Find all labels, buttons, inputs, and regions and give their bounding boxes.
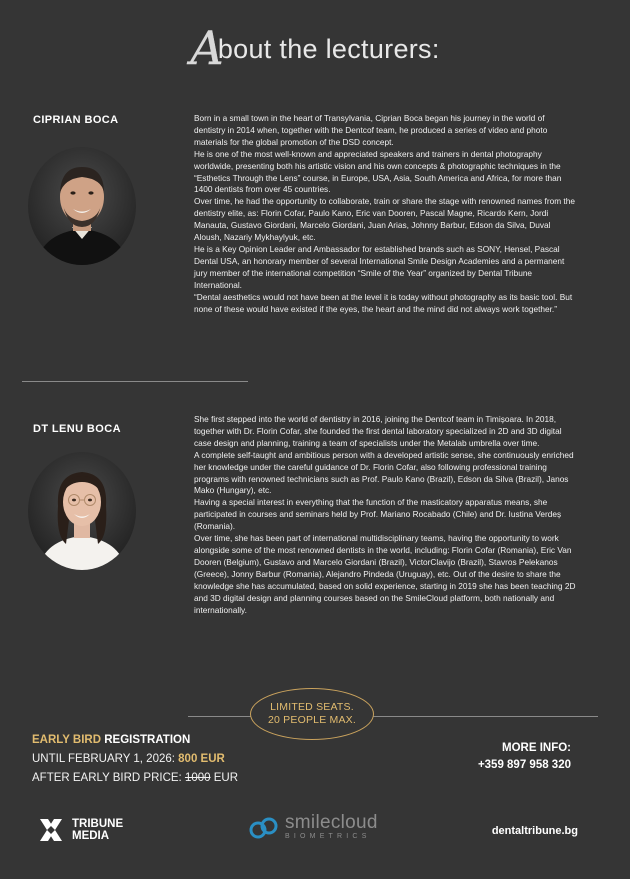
until-label: UNTIL FEBRUARY 1, 2026: xyxy=(32,753,179,765)
registration-block xyxy=(32,731,238,788)
portrait-woman-image xyxy=(28,452,136,570)
biometrics-text: BIOMETRICS xyxy=(285,833,371,840)
bio-paragraph: He is one of the most well-known and appreciated speakers and trainers in dental photography worldwide, presenting both his artistic vision and his own concepts & photographic techniques in the “Esthetics Through the Lens” course, in Europe, USA, Asia, South America and Africa, for more than 1400 dentists from over 45 countries. xyxy=(194,148,562,195)
website-link[interactable]: dentaltribune.bg xyxy=(491,825,578,837)
early-bird-label: EARLY BIRD xyxy=(32,734,102,746)
lecturer-name: DT LENU BOCA xyxy=(33,423,121,435)
after-label: AFTER EARLY BIRD PRICE: xyxy=(32,772,185,784)
title-text: bout the lecturers: xyxy=(217,34,440,64)
smilecloud-logo xyxy=(249,814,378,841)
bio-paragraph: Born in a small town in the heart of Transylvania, Ciprian Boca began his journey in the world of dentistry in 2014 when, together with the Dentcof team, he produced a series of video and photo materials for the global promotion of the DSD concept. xyxy=(194,113,548,147)
lecturer-bio-lenu xyxy=(194,414,576,616)
bio-paragraph: He is a Key Opinion Leader and Ambassador for established brands such as SONY, Hensel, Pascal Dental USA, an honorary member of several International Smile Design Academies and a permanent jury member of the international competition “Smile of the Year” organized by Dental Tribune International. xyxy=(194,243,565,290)
tribune-line1: TRIBUNE xyxy=(72,818,124,830)
regular-price-row xyxy=(32,769,238,788)
seats-line1: LIMITED SEATS. xyxy=(270,701,354,713)
early-bird-price-row xyxy=(32,750,238,769)
lecturer-bio-ciprian xyxy=(194,113,576,315)
lecturer-name: CIPRIAN BOCA xyxy=(33,114,119,126)
lecturer-photo-lenu xyxy=(28,452,136,570)
regular-price: 1000 xyxy=(184,772,211,784)
bio-paragraph: Having a special interest in everything that the function of the masticatory apparatus means, she participated in courses and seminars held by Prof. Mariano Rocabado (Chile) and Dr. Iustina Verdeș (Romania). xyxy=(194,497,562,532)
tribune-media-logo xyxy=(38,815,123,845)
registration-label: REGISTRATION xyxy=(101,734,191,746)
tribune-x-icon xyxy=(38,817,64,843)
seats-line-right xyxy=(372,716,598,717)
seats-line2: 20 PEOPLE MAX. xyxy=(267,714,356,726)
registration-heading xyxy=(32,731,238,750)
bio-paragraph: Over time, he had the opportunity to collaborate, train or share the stage with renowned names from the dentistry elite, as: Florin Cofar, Paulo Kano, Eric van Dooren, Pascal Magne, Ricardo Kern, Jordi Manauta, Gustavo Giordani, Marcelo Giordani, Juan Arias, Johnny Barbur, Edson da Silva, Duval Aloush, Nazariy Mykhaylyuk, etc. xyxy=(194,196,575,243)
more-info-block xyxy=(478,740,571,774)
section-divider xyxy=(22,381,248,382)
smilecloud-icon xyxy=(249,816,279,840)
bio-paragraph: Over time, she has been part of international multidisciplinary teams, having the opportunity to work alongside some of the most renowned dentists in the world, including: Florin Cofar (Romania), Eric Van Dooren (Belgium), Gustavo and Marcelo Giordani (Brazil), VictorClavijo (Brazil), Stavros Pelekanos (Greece), Jonny Barbur (Romania), Alejandro Pindeda (Uruguay), etc. Out of the desire to share the knowledge she has accumulated, based on solid experience, starting in 2019 she has been teaching 2D and 3D digital design and planning courses based on the SmileCloud platform, both nationally and internationally. xyxy=(194,533,576,615)
seats-line-left xyxy=(188,716,252,717)
more-info-label: MORE INFO: xyxy=(502,742,571,754)
currency: EUR xyxy=(210,772,239,784)
bio-quote: “Dental aesthetics would not have been at the level it is today without photography as its basic tool. But none of these would have existed if the eyes, the heart and the mind did not always work together.” xyxy=(194,291,573,314)
bio-paragraph: She first stepped into the world of dentistry in 2016, joining the Dentcof team in Timișoara. In 2018, together with Dr. Florin Cofar, she founded the first dental laboratory specialized in 2D and 3D digital case design and planning, training a team of specialists under the Metalab umbrella over time. xyxy=(194,414,562,448)
limited-seats-badge xyxy=(250,688,374,740)
smilecloud-text: smilecloud xyxy=(285,812,378,833)
phone-number[interactable]: +359 897 958 320 xyxy=(477,759,571,771)
header xyxy=(0,21,630,75)
page-title xyxy=(190,21,440,75)
title-script-letter: A xyxy=(190,21,224,75)
early-bird-price: 800 EUR xyxy=(178,753,225,765)
portrait-man-image xyxy=(28,147,136,265)
tribune-line2: MEDIA xyxy=(72,830,110,842)
bio-paragraph: A complete self-taught and ambitious person with a developed artistic sense, she continuously enriched her knowledge under the careful guidance of Dr. Florin Cofar, also following professional training programs with renowned technicians such as Prof. Paulo Kano (Brazil), Edson da Silva (Brazil), Janos Mako (Hungary), etc. xyxy=(194,449,574,496)
lecturer-photo-ciprian xyxy=(28,147,136,265)
